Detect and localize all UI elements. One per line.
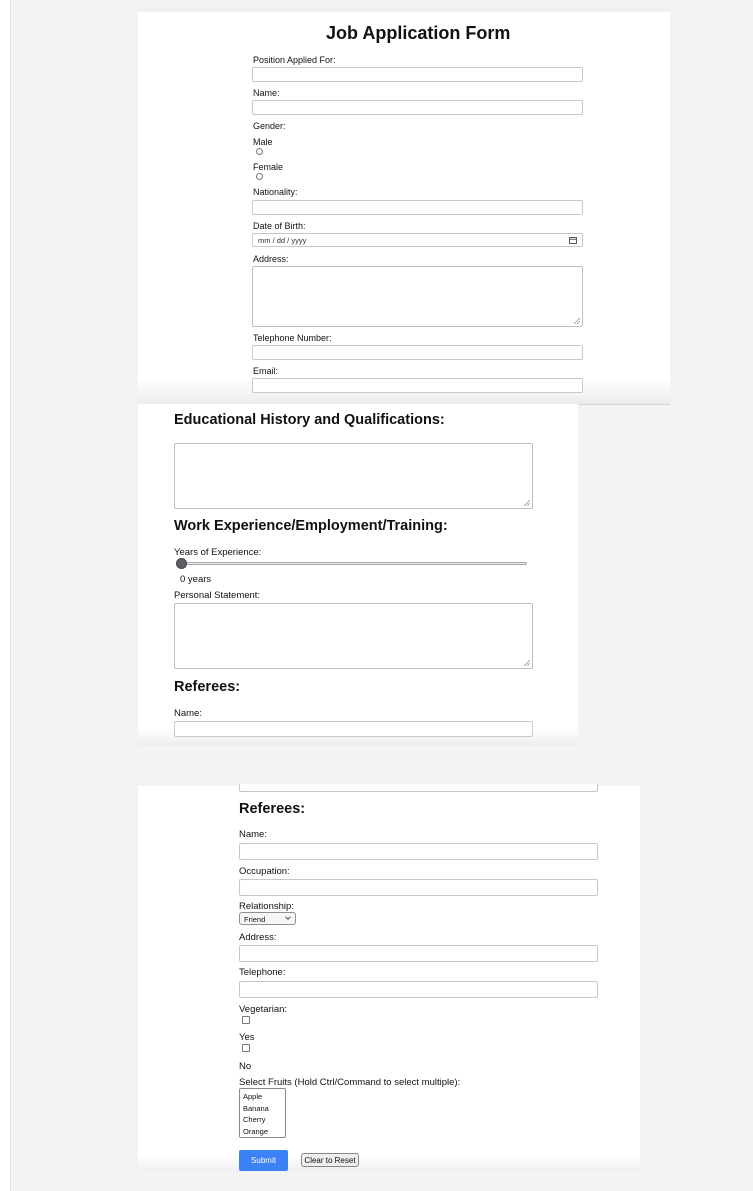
referee-telephone-label: Telephone: — [239, 967, 286, 978]
relationship-select[interactable] — [239, 912, 296, 925]
calendar-icon[interactable] — [569, 237, 577, 244]
referees-preview-name-input[interactable] — [174, 721, 533, 737]
relationship-selected-value: Friend — [244, 915, 266, 924]
submit-button[interactable]: Submit — [239, 1150, 288, 1171]
years-slider-track[interactable] — [176, 562, 527, 565]
gender-female-label: Female — [253, 162, 284, 172]
address-textarea[interactable] — [252, 266, 583, 327]
statement-label: Personal Statement: — [174, 590, 261, 601]
resize-handle-icon[interactable] — [523, 659, 530, 666]
relationship-label: Relationship: — [239, 901, 294, 912]
referee-occupation-input[interactable] — [239, 879, 598, 896]
referees-preview-name-label: Name: — [174, 708, 202, 719]
referee-occupation-label: Occupation: — [239, 866, 290, 877]
reset-button[interactable]: Clear to Reset — [301, 1153, 359, 1167]
referee-name-input[interactable] — [239, 843, 598, 860]
chevron-down-icon — [285, 915, 291, 921]
years-value-text: 0 years — [180, 574, 212, 585]
referees-heading: Referees: — [239, 801, 306, 817]
education-textarea[interactable] — [174, 443, 533, 509]
email-input[interactable] — [252, 378, 583, 393]
nationality-label: Nationality: — [253, 187, 298, 197]
top-divider — [138, 8, 670, 12]
vegetarian-yes-checkbox[interactable] — [242, 1016, 250, 1024]
fruit-option[interactable]: Apple — [243, 1092, 263, 1101]
resize-handle-icon[interactable] — [523, 499, 530, 506]
email-label: Email: — [253, 366, 279, 376]
vegetarian-label: Vegetarian: — [239, 1004, 288, 1015]
fruit-option[interactable]: Banana — [243, 1103, 269, 1113]
fruit-option[interactable]: Orange — [243, 1126, 269, 1136]
gender-male-radio[interactable] — [256, 148, 263, 155]
resize-handle-icon[interactable] — [573, 317, 580, 324]
referee-address-input[interactable] — [239, 945, 598, 962]
statement-textarea[interactable] — [174, 603, 533, 669]
position-label: Position Applied For: — [253, 55, 336, 65]
referee-name-label: Name: — [239, 829, 267, 840]
referees-preview-heading: Referees: — [174, 679, 241, 695]
vegetarian-no-checkbox[interactable] — [242, 1044, 250, 1052]
fruit-option[interactable]: Cherry — [243, 1115, 266, 1124]
years-label: Years of Experience: — [174, 547, 262, 558]
education-heading: Educational History and Qualifications: — [174, 412, 445, 428]
page-title: Job Application Form — [326, 23, 511, 43]
vegetarian-yes-label: Yes — [239, 1032, 255, 1043]
dob-placeholder: mm / dd / yyyy — [258, 236, 307, 245]
name-label: Name: — [253, 88, 280, 98]
dob-label: Date of Birth: — [253, 221, 306, 231]
fruits-listbox[interactable] — [239, 1088, 286, 1138]
referee-telephone-input[interactable] — [239, 981, 598, 998]
gender-male-label: Male — [253, 137, 273, 147]
address-label: Address: — [253, 254, 289, 264]
referee-address-label: Address: — [239, 932, 277, 943]
vegetarian-no-label: No — [239, 1061, 252, 1072]
fruits-label: Select Fruits (Hold Ctrl/Command to select multiple): — [239, 1077, 461, 1088]
previous-field-edge — [239, 784, 598, 792]
work-heading: Work Experience/Employment/Training: — [174, 518, 448, 534]
gender-female-radio[interactable] — [256, 173, 263, 180]
name-input[interactable] — [252, 100, 583, 115]
gender-label: Gender: — [253, 121, 286, 131]
telephone-label: Telephone Number: — [253, 333, 332, 343]
nationality-input[interactable] — [252, 200, 583, 215]
dob-input[interactable] — [252, 233, 583, 247]
telephone-input[interactable] — [252, 345, 583, 360]
position-input[interactable] — [252, 67, 583, 82]
years-slider-thumb[interactable] — [176, 558, 187, 569]
